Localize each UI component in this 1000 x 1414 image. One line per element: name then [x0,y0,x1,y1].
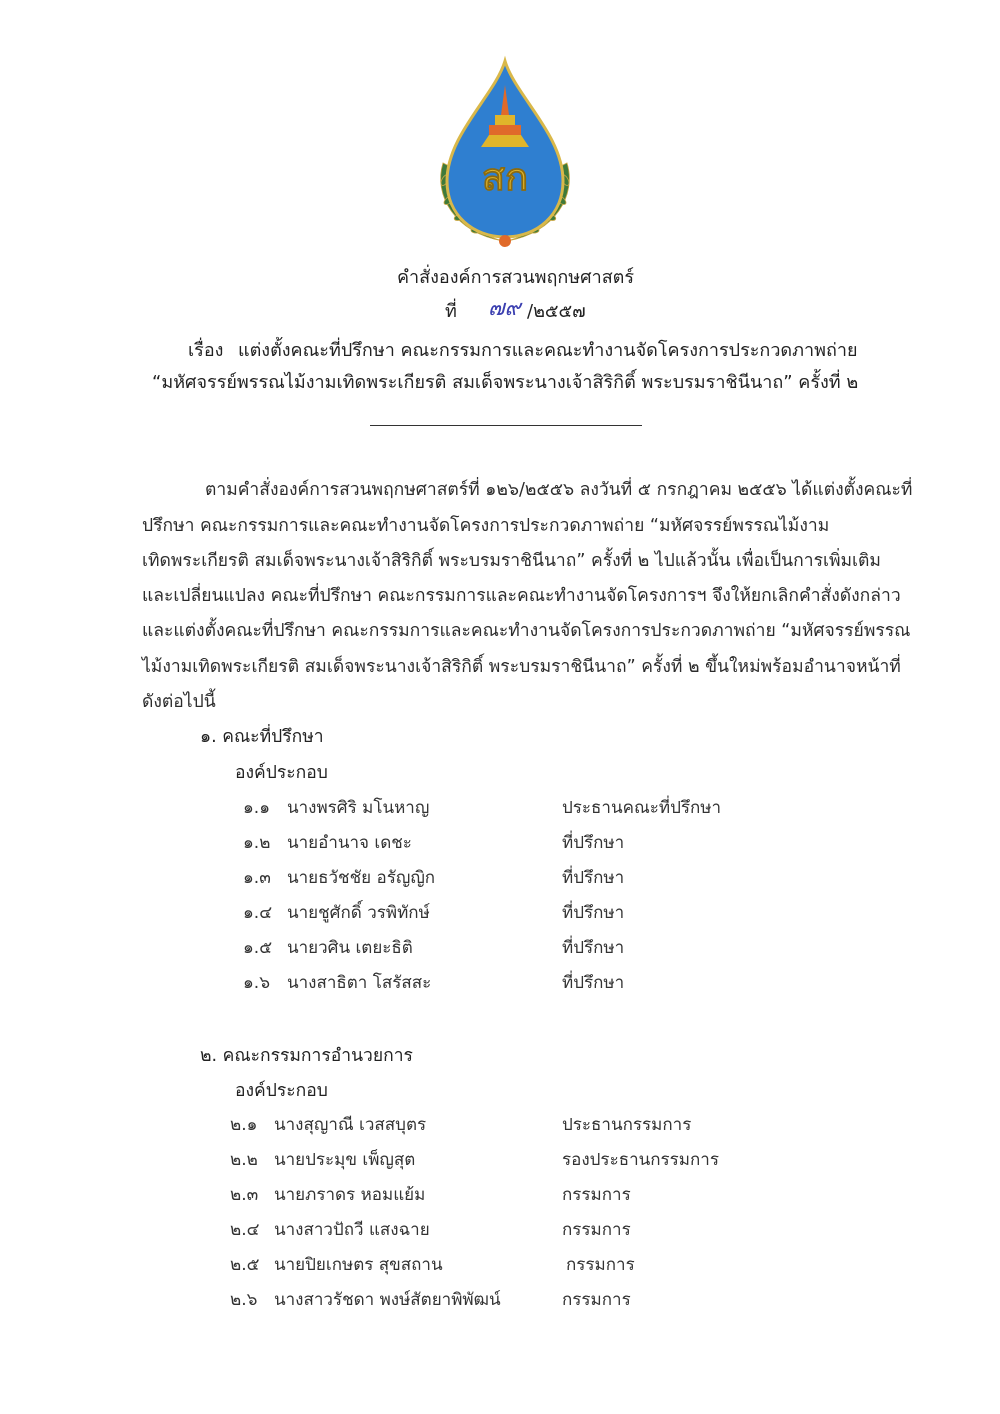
paragraph-line: และเปลี่ยนแปลง คณะที่ปรึกษา คณะกรรมการและคณะทำงานจัดโครงการฯ จึงให้ยกเลิกคำสั่งดังกล่าว [142,586,901,606]
member-role: ที่ปรึกษา [562,973,625,993]
header-divider [370,425,642,426]
member-number: ๒.๔ [230,1220,260,1240]
paragraph-line: ไม้งามเทิดพระเกียรติ สมเด็จพระนางเจ้าสิริกิติ์ พระบรมราชินีนาถ” ครั้งที่ ๒ ขึ้นใหม่พร้อมอำนาจหน้าที่ [142,657,901,677]
member-role: ที่ปรึกษา [562,833,625,853]
royal-botanic-garden-emblem-icon [425,55,585,255]
paragraph-line: และแต่งตั้งคณะที่ปรึกษา คณะกรรมการและคณะทำงานจัดโครงการประกวดภาพถ่าย “มหัศจรรย์พรรณ [142,621,911,641]
member-name: นายภราดร หอมแย้ม [274,1185,426,1205]
member-role: ที่ปรึกษา [562,938,625,958]
member-name: นายธวัชชัย อรัญญิก [287,868,436,888]
member-number: ๑.๒ [243,833,271,853]
order-number-prefix: ที่ [445,301,457,322]
member-name: นางสาวรัชดา พงษ์สัตยาพิพัฒน์ [274,1290,501,1310]
member-number: ๑.๓ [243,868,271,888]
member-name: นายชูศักดิ์ วรพิทักษ์ [287,903,430,923]
member-name: นางสาวปัถวี แสงฉาย [274,1220,430,1240]
member-number: ๑.๑ [243,798,270,818]
member-role: กรรมการ [562,1290,631,1310]
member-role: ประธานคณะที่ปรึกษา [562,798,722,818]
order-number-handwritten: ๗๙ [488,296,521,321]
member-name: นายอำนาจ เดชะ [287,833,412,853]
member-name: นายประมุข เพ็ญสุต [274,1150,416,1170]
member-role: รองประธานกรรมการ [562,1150,719,1170]
paragraph-line: ปรึกษา คณะกรรมการและคณะทำงานจัดโครงการประกวดภาพถ่าย “มหัศจรรย์พรรณไม้งาม [142,516,830,536]
subject-line-1: แต่งตั้งคณะที่ปรึกษา คณะกรรมการและคณะทำงานจัดโครงการประกวดภาพถ่าย [238,340,858,361]
member-name: นางสุญาณี เวสสบุตร [274,1115,427,1135]
subject-label: เรื่อง [188,340,224,361]
member-name: นายวศิน เตยะธิติ [287,938,413,958]
member-number: ๑.๕ [243,938,273,958]
member-name: นางสาธิตา โสรัสสะ [287,973,432,993]
composition-label: องค์ประกอบ [235,763,328,783]
member-name: นางพรศิริ มโนหาญ [287,798,430,818]
paragraph-line: ดังต่อไปนี้ [142,692,216,712]
paragraph-line: ตามคำสั่งองค์การสวนพฤกษศาสตร์ที่ ๑๒๖/๒๕๕๖ ลงวันที่ ๕ กรกฎาคม ๒๕๕๖ ได้แต่งตั้งคณะที่ [205,480,913,500]
member-number: ๒.๖ [230,1290,258,1310]
paragraph-line: เทิดพระเกียรติ สมเด็จพระนางเจ้าสิริกิติ์ พระบรมราชินีนาถ” ครั้งที่ ๒ ไปแล้วนั้น เพื่อเป็นการเพิ่มเติม [142,551,881,571]
member-number: ๑.๔ [243,903,273,923]
svg-text:สก: สก [481,154,529,199]
member-role: กรรมการ [562,1185,631,1205]
flower-icon [499,235,511,247]
member-number: ๒.๕ [230,1255,260,1275]
member-role: ประธานกรรมการ [562,1115,692,1135]
composition-label: องค์ประกอบ [235,1081,328,1101]
member-name: นายปิยเกษตร สุขสถาน [274,1255,443,1275]
member-role: ที่ปรึกษา [562,868,625,888]
subject-line-2: “มหัศจรรย์พรรณไม้งามเทิดพระเกียรติ สมเด็จพระนางเจ้าสิริกิติ์ พระบรมราชินีนาถ” ครั้งที่ ๒ [152,372,859,393]
member-number: ๒.๓ [230,1185,259,1205]
member-role: ที่ปรึกษา [562,903,625,923]
order-title: คำสั่งองค์การสวนพฤกษศาสตร์ [397,267,635,288]
member-number: ๒.๒ [230,1150,258,1170]
member-role: กรรมการ [566,1255,635,1275]
section-heading: ๒. คณะกรรมการอำนวยการ [200,1046,413,1066]
member-number: ๑.๖ [243,973,270,993]
section-heading: ๑. คณะที่ปรึกษา [200,727,324,747]
member-number: ๒.๑ [230,1115,258,1135]
order-number-year: /๒๕๕๗ [527,301,586,322]
member-role: กรรมการ [562,1220,631,1240]
